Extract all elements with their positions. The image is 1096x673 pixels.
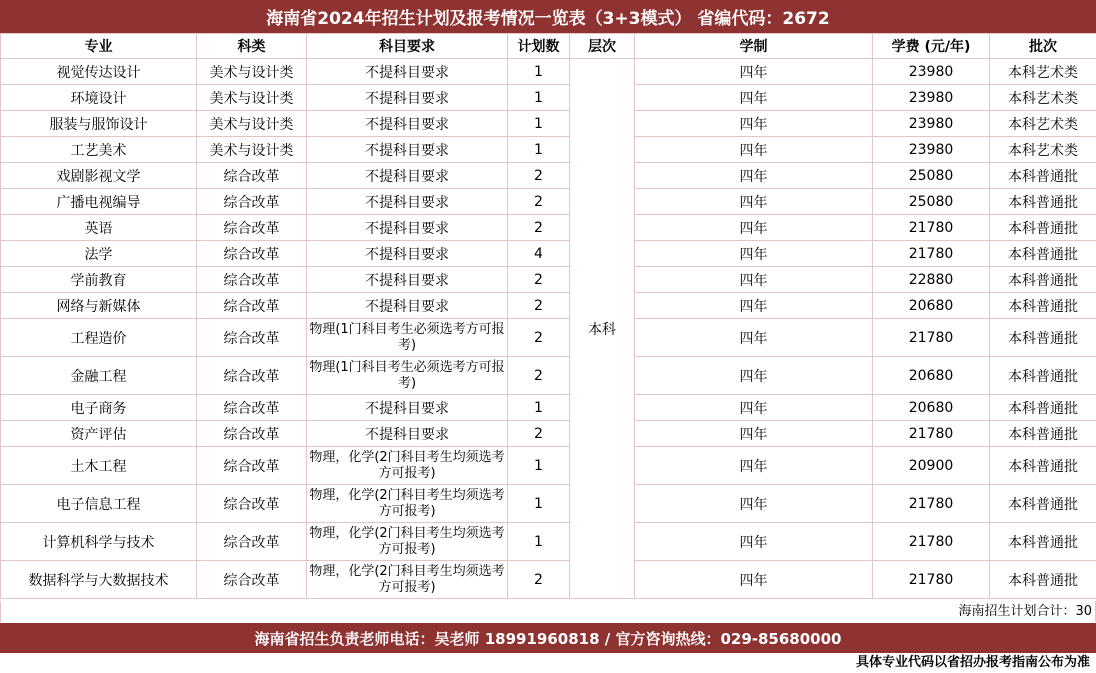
cell-plan: 2: [508, 357, 570, 395]
cell-duration: 四年: [635, 241, 873, 267]
header-level: 层次: [570, 34, 635, 59]
cell-batch: 本科普通批: [990, 215, 1096, 241]
cell-plan: 2: [508, 319, 570, 357]
cell-plan: 1: [508, 111, 570, 137]
cell-fee: 23980: [873, 59, 990, 85]
cell-duration: 四年: [635, 523, 873, 561]
cell-requirement: 不提科目要求: [307, 59, 508, 85]
cell-duration: 四年: [635, 215, 873, 241]
cell-fee: 21780: [873, 215, 990, 241]
header-batch: 批次: [990, 34, 1096, 59]
footnote: 具体专业代码以省招办报考指南公布为准: [855, 655, 1090, 670]
cell-requirement: 不提科目要求: [307, 85, 508, 111]
cell-requirement: 不提科目要求: [307, 267, 508, 293]
cell-batch: 本科艺术类: [990, 137, 1096, 163]
cell-requirement: 物理，化学(2门科目考生均须选考方可报考): [307, 523, 508, 561]
header-requirement: 科目要求: [307, 34, 508, 59]
cell-fee: 21780: [873, 523, 990, 561]
cell-requirement: 物理(1门科目考生必须选考方可报考): [307, 319, 508, 357]
cell-duration: 四年: [635, 561, 873, 599]
cell-batch: 本科普通批: [990, 561, 1096, 599]
cell-duration: 四年: [635, 111, 873, 137]
cell-batch: 本科普通批: [990, 447, 1096, 485]
cell-requirement: 不提科目要求: [307, 241, 508, 267]
cell-major: 金融工程: [1, 357, 197, 395]
cell-major: 法学: [1, 241, 197, 267]
cell-category: 综合改革: [197, 395, 307, 421]
cell-category: 美术与设计类: [197, 111, 307, 137]
table-row: [1, 241, 1096, 267]
cell-batch: 本科普通批: [990, 319, 1096, 357]
cell-requirement: 不提科目要求: [307, 189, 508, 215]
cell-category: 美术与设计类: [197, 85, 307, 111]
cell-batch: 本科普通批: [990, 357, 1096, 395]
cell-duration: 四年: [635, 189, 873, 215]
cell-requirement: 物理，化学(2门科目考生均须选考方可报考): [307, 447, 508, 485]
cell-major: 资产评估: [1, 421, 197, 447]
table-row: [1, 561, 1096, 599]
header-category: 科类: [197, 34, 307, 59]
cell-category: 美术与设计类: [197, 59, 307, 85]
cell-requirement: 不提科目要求: [307, 215, 508, 241]
table-row: [1, 485, 1096, 523]
table-header-row: [1, 34, 1096, 59]
cell-category: 综合改革: [197, 189, 307, 215]
cell-fee: 25080: [873, 163, 990, 189]
table-row: [1, 189, 1096, 215]
cell-major: 学前教育: [1, 267, 197, 293]
cell-duration: 四年: [635, 395, 873, 421]
table-row: [1, 137, 1096, 163]
cell-batch: 本科普通批: [990, 421, 1096, 447]
cell-category: 综合改革: [197, 293, 307, 319]
cell-batch: 本科普通批: [990, 485, 1096, 523]
table-row: [1, 357, 1096, 395]
cell-major: 服装与服饰设计: [1, 111, 197, 137]
cell-fee: 25080: [873, 189, 990, 215]
cell-category: 美术与设计类: [197, 137, 307, 163]
cell-requirement: 不提科目要求: [307, 293, 508, 319]
cell-plan: 2: [508, 421, 570, 447]
cell-category: 综合改革: [197, 163, 307, 189]
cell-requirement: 物理，化学(2门科目考生均须选考方可报考): [307, 561, 508, 599]
cell-batch: 本科普通批: [990, 523, 1096, 561]
table-row: [1, 523, 1096, 561]
cell-duration: 四年: [635, 293, 873, 319]
table-row: [1, 111, 1096, 137]
cell-fee: 21780: [873, 561, 990, 599]
table-row: [1, 447, 1096, 485]
cell-category: 综合改革: [197, 267, 307, 293]
cell-plan: 2: [508, 215, 570, 241]
cell-major: 网络与新媒体: [1, 293, 197, 319]
enrollment-plan-table: [0, 33, 1096, 599]
cell-duration: 四年: [635, 357, 873, 395]
cell-batch: 本科艺术类: [990, 111, 1096, 137]
header-fee: 学费 (元/年): [873, 34, 990, 59]
cell-category: 综合改革: [197, 447, 307, 485]
cell-fee: 21780: [873, 485, 990, 523]
cell-major: 戏剧影视文学: [1, 163, 197, 189]
header-plan: 计划数: [508, 34, 570, 59]
cell-fee: 21780: [873, 319, 990, 357]
cell-plan: 2: [508, 189, 570, 215]
cell-duration: 四年: [635, 85, 873, 111]
cell-category: 综合改革: [197, 357, 307, 395]
cell-major: 土木工程: [1, 447, 197, 485]
cell-fee: 20680: [873, 293, 990, 319]
cell-duration: 四年: [635, 421, 873, 447]
cell-batch: 本科普通批: [990, 189, 1096, 215]
cell-plan: 1: [508, 523, 570, 561]
cell-fee: 22880: [873, 267, 990, 293]
cell-major: 工艺美术: [1, 137, 197, 163]
cell-batch: 本科艺术类: [990, 59, 1096, 85]
cell-plan: 2: [508, 163, 570, 189]
cell-fee: 21780: [873, 241, 990, 267]
cell-batch: 本科普通批: [990, 293, 1096, 319]
cell-major: 计算机科学与技术: [1, 523, 197, 561]
cell-major: 环境设计: [1, 85, 197, 111]
cell-batch: 本科普通批: [990, 267, 1096, 293]
cell-duration: 四年: [635, 319, 873, 357]
cell-category: 综合改革: [197, 241, 307, 267]
plan-total: 海南招生计划合计：30: [0, 601, 1096, 622]
cell-fee: 20900: [873, 447, 990, 485]
table-row: [1, 293, 1096, 319]
cell-plan: 2: [508, 267, 570, 293]
cell-requirement: 不提科目要求: [307, 395, 508, 421]
cell-plan: 1: [508, 59, 570, 85]
table-row: [1, 267, 1096, 293]
cell-requirement: 不提科目要求: [307, 111, 508, 137]
cell-plan: 1: [508, 137, 570, 163]
cell-category: 综合改革: [197, 215, 307, 241]
cell-major: 视觉传达设计: [1, 59, 197, 85]
cell-plan: 1: [508, 85, 570, 111]
cell-plan: 1: [508, 485, 570, 523]
cell-fee: 20680: [873, 395, 990, 421]
cell-plan: 4: [508, 241, 570, 267]
cell-batch: 本科普通批: [990, 241, 1096, 267]
cell-category: 综合改革: [197, 561, 307, 599]
cell-plan: 1: [508, 447, 570, 485]
cell-major: 广播电视编导: [1, 189, 197, 215]
cell-requirement: 不提科目要求: [307, 421, 508, 447]
cell-major: 工程造价: [1, 319, 197, 357]
cell-requirement: 物理(1门科目考生必须选考方可报考): [307, 357, 508, 395]
cell-fee: 23980: [873, 111, 990, 137]
cell-requirement: 不提科目要求: [307, 163, 508, 189]
cell-category: 综合改革: [197, 485, 307, 523]
contact-banner: 海南省招生负责老师电话：吴老师 18991960818 / 官方咨询热线：029-85680000: [0, 623, 1096, 653]
cell-plan: 1: [508, 395, 570, 421]
cell-fee: 23980: [873, 85, 990, 111]
cell-fee: 20680: [873, 357, 990, 395]
header-major: 专业: [1, 34, 197, 59]
cell-plan: 2: [508, 293, 570, 319]
cell-batch: 本科艺术类: [990, 85, 1096, 111]
cell-level: 本科: [570, 59, 635, 599]
cell-duration: 四年: [635, 447, 873, 485]
cell-duration: 四年: [635, 267, 873, 293]
cell-batch: 本科普通批: [990, 395, 1096, 421]
cell-category: 综合改革: [197, 319, 307, 357]
cell-major: 数据科学与大数据技术: [1, 561, 197, 599]
cell-duration: 四年: [635, 137, 873, 163]
cell-major: 电子信息工程: [1, 485, 197, 523]
cell-major: 电子商务: [1, 395, 197, 421]
cell-batch: 本科普通批: [990, 163, 1096, 189]
cell-major: 英语: [1, 215, 197, 241]
page-title: 海南省2024年招生计划及报考情况一览表（3+3模式） 省编代码：2672: [0, 0, 1096, 33]
table-row: [1, 85, 1096, 111]
cell-category: 综合改革: [197, 523, 307, 561]
cell-requirement: 物理，化学(2门科目考生均须选考方可报考): [307, 485, 508, 523]
cell-duration: 四年: [635, 59, 873, 85]
table-row: [1, 319, 1096, 357]
cell-category: 综合改革: [197, 421, 307, 447]
table-row: [1, 421, 1096, 447]
cell-plan: 2: [508, 561, 570, 599]
table-row: [1, 215, 1096, 241]
table-row: [1, 395, 1096, 421]
cell-duration: 四年: [635, 163, 873, 189]
cell-fee: 23980: [873, 137, 990, 163]
header-duration: 学制: [635, 34, 873, 59]
cell-duration: 四年: [635, 485, 873, 523]
cell-requirement: 不提科目要求: [307, 137, 508, 163]
table-row: [1, 59, 1096, 85]
table-row: [1, 163, 1096, 189]
cell-fee: 21780: [873, 421, 990, 447]
